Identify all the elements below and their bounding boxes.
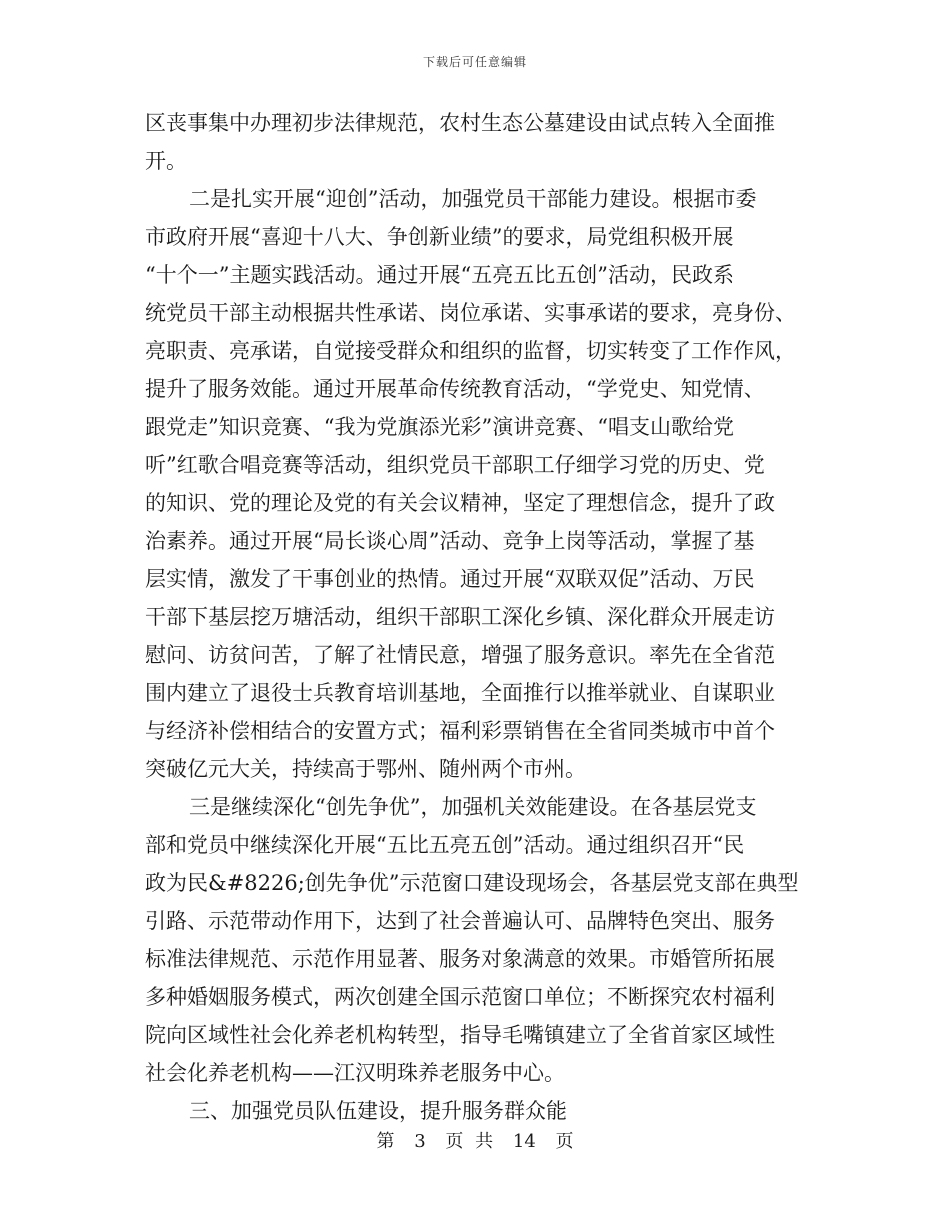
body-line: 慰问、访贫问苦，了解了社情民意，增强了服务意识。率先在全省范 — [145, 643, 775, 667]
body-line: 院向区域性社会化养老机构转型，指导毛嘴镇建立了全省首家区域性 — [145, 1023, 775, 1047]
page-footer — [0, 1127, 950, 1153]
body-line: 提升了服务效能。通过开展革命传统教育活动，“学党史、知党情、 — [145, 377, 765, 401]
paragraph-start-line: 三是继续深化“创先争优”，加强机关效能建设。在各基层党支 — [189, 795, 757, 819]
section-heading-line: 三、加强党员队伍建设，提升服务群众能 — [189, 1099, 567, 1123]
body-line: 听”红歌合唱竞赛等活动，组织党员干部职工仔细学习党的历史、党 — [145, 453, 765, 477]
body-line: 多种婚姻服务模式，两次创建全国示范窗口单位；不断探究农村福利 — [145, 985, 775, 1009]
body-line: 统党员干部主动根据共性承诺、岗位承诺、实事承诺的要求，亮身份、 — [145, 301, 796, 325]
document-body — [145, 104, 810, 1130]
body-line: 跟党走”知识竞赛、“我为党旗添光彩”演讲竞赛、“唱支山歌给党 — [145, 415, 734, 439]
body-line: 治素养。通过开展“局长谈心周”活动、竞争上岗等活动，掌握了基 — [145, 529, 755, 553]
body-line: 社会化养老机构——江汉明珠养老服务中心。 — [145, 1061, 565, 1085]
body-line: 层实情，激发了干事创业的热情。通过开展“双联双促”活动、万民 — [145, 567, 755, 591]
body-line: 亮职责、亮承诺，自觉接受群众和组织的监督，切实转变了工作作风， — [145, 339, 796, 363]
page-header: 下载后可任意编辑 — [422, 55, 527, 69]
body-line: 突破亿元大关，持续高于鄂州、随州两个市州。 — [145, 757, 586, 781]
body-line: 的知识、党的理论及党的有关会议精神，坚定了理想信念，提升了政 — [145, 491, 775, 515]
body-line: 标准法律规范、示范作用显著、服务对象满意的效果。市婚管所拓展 — [145, 947, 775, 971]
current-page-number: 3 — [414, 1131, 426, 1152]
body-line: 干部下基层挖万塘活动，组织干部职工深化乡镇、深化群众开展走访 — [145, 605, 775, 629]
page-label-mid: 页 共 — [445, 1131, 494, 1152]
body-line: 与经济补偿相结合的安置方式；福利彩票销售在全省同类城市中首个 — [145, 719, 775, 743]
page-label-suffix: 页 — [555, 1131, 574, 1152]
body-line: 政为民&#8226;创先争优”示范窗口建设现场会，各基层党支部在典型 — [145, 871, 799, 895]
body-line: 引路、示范带动作用下，达到了社会普遍认可、品牌特色突出、服务 — [145, 909, 775, 933]
paragraph-start-line: 二是扎实开展“迎创”活动，加强党员干部能力建设。根据市委 — [189, 187, 757, 211]
page-label-prefix: 第 — [376, 1131, 395, 1152]
body-line: 开。 — [145, 149, 187, 173]
total-pages-number: 14 — [512, 1131, 536, 1152]
body-line: 围内建立了退役士兵教育培训基地，全面推行以推举就业、自谋职业 — [145, 681, 775, 705]
body-line: 部和党员中继续深化开展“五比五亮五创”活动。通过组织召开“民 — [145, 833, 745, 857]
body-line: 区丧事集中办理初步法律规范，农村生态公墓建设由试点转入全面推 — [145, 111, 775, 135]
body-line: “十个一”主题实践活动。通过开展“五亮五比五创”活动，民政系 — [145, 263, 734, 287]
body-line: 市政府开展“喜迎十八大、争创新业绩”的要求，局党组积极开展 — [145, 225, 734, 249]
